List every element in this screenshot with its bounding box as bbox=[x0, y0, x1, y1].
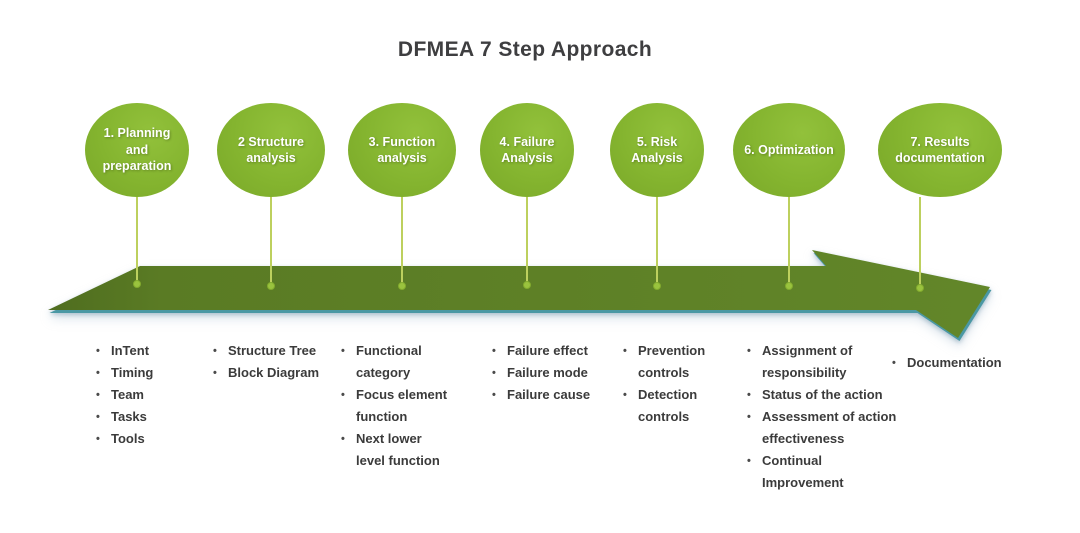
step-items-2 bbox=[213, 340, 338, 384]
list-item: • Functional category bbox=[341, 340, 453, 384]
connector-dot-7 bbox=[917, 285, 924, 292]
connector-dot-1 bbox=[134, 281, 141, 288]
step-items-5 bbox=[623, 340, 715, 428]
list-item: • Next lower level function bbox=[341, 428, 453, 472]
step-circle-label: 5. Risk Analysis bbox=[631, 134, 683, 165]
step-circle-6 bbox=[733, 103, 845, 197]
connector-dot-3 bbox=[399, 283, 406, 290]
step-items-4 bbox=[492, 340, 607, 406]
step-circle-5 bbox=[610, 103, 704, 197]
list-item: • Assignment of responsibility bbox=[747, 340, 899, 384]
connector-dot-5 bbox=[654, 283, 661, 290]
list-item: • Failure effect bbox=[492, 340, 607, 362]
step-items-7 bbox=[892, 352, 1022, 374]
step-circle-label: 1. Planning and preparation bbox=[102, 126, 172, 174]
list-item: • Tasks bbox=[96, 406, 188, 428]
step-circle-label: 7. Results documentation bbox=[895, 134, 985, 165]
step-circle-2 bbox=[217, 103, 325, 197]
step-circle-1 bbox=[85, 103, 189, 197]
list-item: • Assessment of action effectiveness bbox=[747, 406, 899, 450]
list-item: • Timing bbox=[96, 362, 188, 384]
diagram-title: DFMEA 7 Step Approach bbox=[397, 38, 653, 61]
list-item: • Tools bbox=[96, 428, 188, 450]
step-circle-3 bbox=[348, 103, 456, 197]
connector-dot-6 bbox=[786, 283, 793, 290]
list-item: • Team bbox=[96, 384, 188, 406]
step-circle-7 bbox=[878, 103, 1002, 197]
list-item: • Structure Tree bbox=[213, 340, 338, 362]
list-item: • Documentation bbox=[892, 352, 1022, 374]
list-item: • Failure cause bbox=[492, 384, 607, 406]
connector-dot-4 bbox=[524, 282, 531, 289]
connector-dot-2 bbox=[268, 283, 275, 290]
step-items-1 bbox=[96, 340, 188, 450]
step-items-6 bbox=[747, 340, 899, 494]
step-circle-4 bbox=[480, 103, 574, 197]
process-arrow bbox=[48, 250, 990, 338]
list-item: • InTent bbox=[96, 340, 188, 362]
list-item: • Continual Improvement bbox=[747, 450, 899, 494]
list-item: • Failure mode bbox=[492, 362, 607, 384]
list-item: • Detection controls bbox=[623, 384, 715, 428]
list-item: • Prevention controls bbox=[623, 340, 715, 384]
list-item: • Focus element function bbox=[341, 384, 453, 428]
list-item: • Status of the action bbox=[747, 384, 899, 406]
step-items-3 bbox=[341, 340, 453, 472]
step-circle-label: 6. Optimization bbox=[744, 142, 834, 157]
step-circle-label: 4. Failure Analysis bbox=[499, 134, 555, 165]
list-item: • Block Diagram bbox=[213, 362, 338, 384]
step-circle-label: 3. Function analysis bbox=[368, 134, 436, 165]
step-circle-label: 2 Structure analysis bbox=[238, 134, 304, 165]
